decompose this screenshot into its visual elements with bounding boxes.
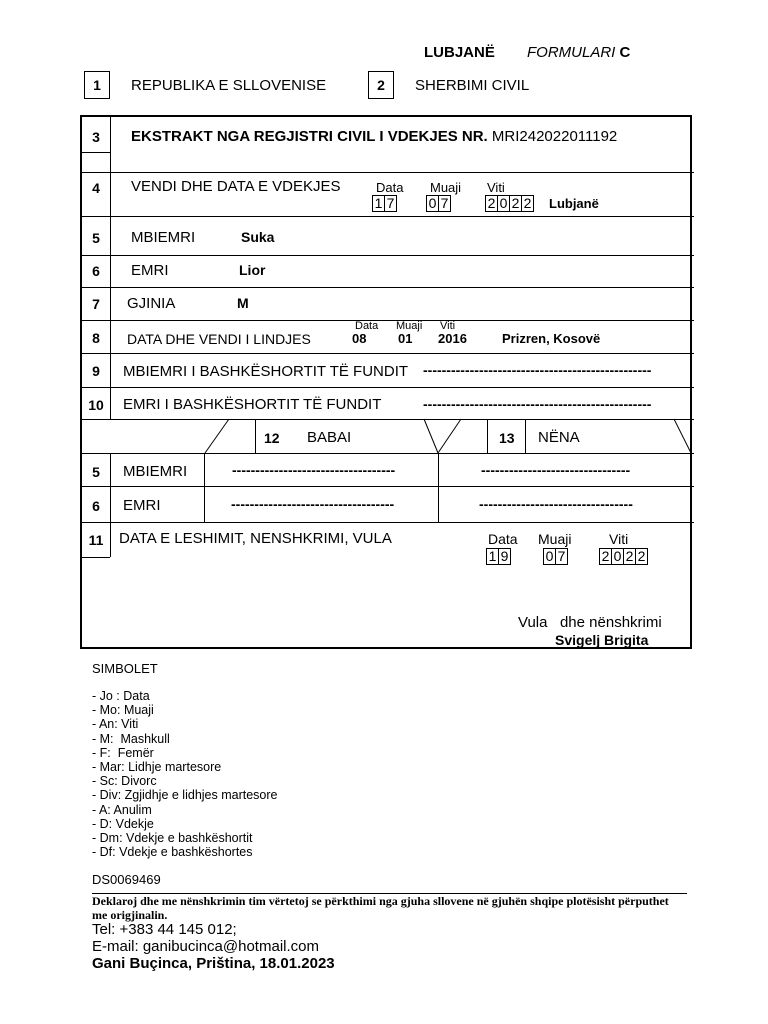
symbol-item: - A: Anulim [92, 802, 152, 817]
issue-year-digits [599, 548, 647, 565]
birth-day: 08 [352, 331, 367, 346]
digit: 1 [372, 195, 385, 212]
month-label: Muaji [538, 531, 572, 547]
birth-month: 01 [398, 331, 413, 346]
gender-value: M [237, 295, 249, 311]
death-month-digits [426, 195, 450, 212]
document-code: DS0069469 [92, 872, 161, 887]
death-day-digits [372, 195, 396, 212]
form-letter: C [619, 44, 631, 61]
year-label: Viti [440, 320, 456, 332]
surname-value: Suka [241, 229, 275, 245]
symbol-item: - Df: Vdekje e bashkëshortes [92, 845, 253, 860]
digit: 0 [611, 548, 624, 565]
box-1-number: 1 [84, 71, 110, 99]
day-label: Data [355, 320, 379, 332]
death-place: Lubjanë [549, 196, 599, 211]
symbol-item: - Div: Zgjidhje e lidhjes martesore [92, 788, 278, 803]
issue-day-digits [486, 548, 510, 565]
mother-label: NËNA [538, 429, 580, 446]
parents-name-label: EMRI [123, 497, 161, 514]
symbol-item: - Dm: Vdekje e bashkëshortit [92, 831, 253, 846]
month-label: Muaji [396, 320, 423, 332]
republic-name: REPUBLIKA E SLLOVENISE [131, 77, 327, 94]
symbol-item: - Jo : Data [92, 689, 150, 703]
digit: 9 [498, 548, 511, 565]
birth-year: 2016 [438, 331, 467, 346]
form-label-text: FORMULARI [527, 44, 616, 61]
issue-date-label: DATA E LESHIMIT, NENSHKRIMI, VULA [119, 530, 392, 547]
parents-name-number: 6 [92, 498, 100, 514]
symbol-item: - D: Vdekje [92, 816, 154, 831]
extract-title-text: EKSTRAKT NGA REGJISTRI CIVIL I VDEKJES NR. [131, 128, 488, 145]
translator-declaration: Deklaroj dhe me nënshkrimin tim vërtetoj se përkthimi nga gjuha sllovene në gjuhën shqipe plotësisht përputhet me origjinalin. [92, 894, 669, 922]
father-label: BABAI [307, 429, 352, 446]
surname-label: MBIEMRI [131, 229, 196, 246]
gender-label: GJINIA [127, 295, 176, 312]
year-label: Viti [487, 180, 505, 195]
day-label: Data [376, 180, 404, 195]
father-surname-dashes: ----------------------------------- [232, 462, 396, 478]
row-7-number: 7 [92, 296, 100, 312]
symbol-item: - Sc: Divorc [92, 774, 157, 789]
symbol-item: - M: Mashkull [92, 731, 170, 746]
digit: 2 [521, 195, 534, 212]
seal-signature-label: Vula dhe nënshkrimi [518, 614, 662, 631]
parents-surname-label: MBIEMRI [123, 463, 188, 480]
digit: 2 [485, 195, 498, 212]
translator-email: E-mail: ganibucinca@hotmail.com [92, 938, 319, 955]
row-10-number: 10 [88, 397, 104, 413]
civil-service-name: SHERBIMI CIVIL [415, 77, 530, 94]
digit: 2 [509, 195, 522, 212]
birth-place: Prizren, Kosovë [502, 331, 601, 346]
death-year-digits [485, 195, 533, 212]
translator-signature: Gani Buçinca, Priština, 18.01.2023 [92, 955, 335, 972]
parents-surname-number: 5 [92, 464, 100, 480]
mother-name-dashes: --------------------------------- [479, 496, 633, 512]
digit: 0 [426, 195, 439, 212]
translator-phone: Tel: +383 44 145 012; [92, 921, 237, 938]
registry-number: MRI242022011192 [491, 128, 618, 145]
death-place-date-label: VENDI DHE DATA E VDEKJES [131, 178, 341, 195]
row-3-number: 3 [92, 129, 100, 145]
birth-date-place-label: DATA DHE VENDI I LINDJES [127, 331, 311, 347]
row-11-number: 11 [88, 532, 104, 548]
row-8-number: 8 [92, 330, 100, 346]
month-label: Muaji [430, 180, 462, 195]
digit: 7 [384, 195, 397, 212]
mother-surname-dashes: -------------------------------- [481, 462, 631, 478]
symbol-item: - Mar: Lidhje martesore [92, 760, 222, 775]
symbols-title: SIMBOLET [92, 661, 158, 676]
spouse-name-dashes: ------------------------------------------------- [423, 396, 652, 412]
spouse-name-label: EMRI I BASHKËSHORTIT TË FUNDIT [123, 396, 382, 413]
mother-number: 13 [499, 430, 515, 446]
box-2-number: 2 [368, 71, 394, 99]
digit: 0 [543, 548, 556, 565]
digit: 2 [599, 548, 612, 565]
row-5-number: 5 [92, 230, 100, 246]
year-label: Viti [609, 531, 629, 547]
father-name-dashes: ----------------------------------- [231, 496, 395, 512]
symbol-item: - An: Viti [92, 717, 139, 732]
city-name: LUBJANË [424, 44, 495, 61]
symbols-list [92, 689, 278, 859]
row-9-number: 9 [92, 363, 100, 379]
row-4-number: 4 [92, 180, 100, 196]
spouse-surname-dashes: ------------------------------------------------- [423, 362, 652, 378]
digit: 1 [486, 548, 499, 565]
digit: 2 [623, 548, 636, 565]
day-label: Data [488, 531, 518, 547]
name-label: EMRI [131, 262, 169, 279]
father-number: 12 [264, 430, 280, 446]
spouse-surname-label: MBIEMRI I BASHKËSHORTIT TË FUNDIT [123, 363, 409, 380]
digit: 0 [497, 195, 510, 212]
signer-name: Svigelj Brigita [555, 632, 649, 648]
issue-month-digits [543, 548, 567, 565]
digit: 7 [438, 195, 451, 212]
row-6-number: 6 [92, 263, 100, 279]
name-value: Lior [239, 262, 266, 278]
symbol-item: - Mo: Muaji [92, 703, 154, 718]
symbol-item: - F: Femër [92, 745, 154, 760]
extract-title [131, 128, 617, 145]
digit: 7 [555, 548, 568, 565]
digit: 2 [635, 548, 648, 565]
